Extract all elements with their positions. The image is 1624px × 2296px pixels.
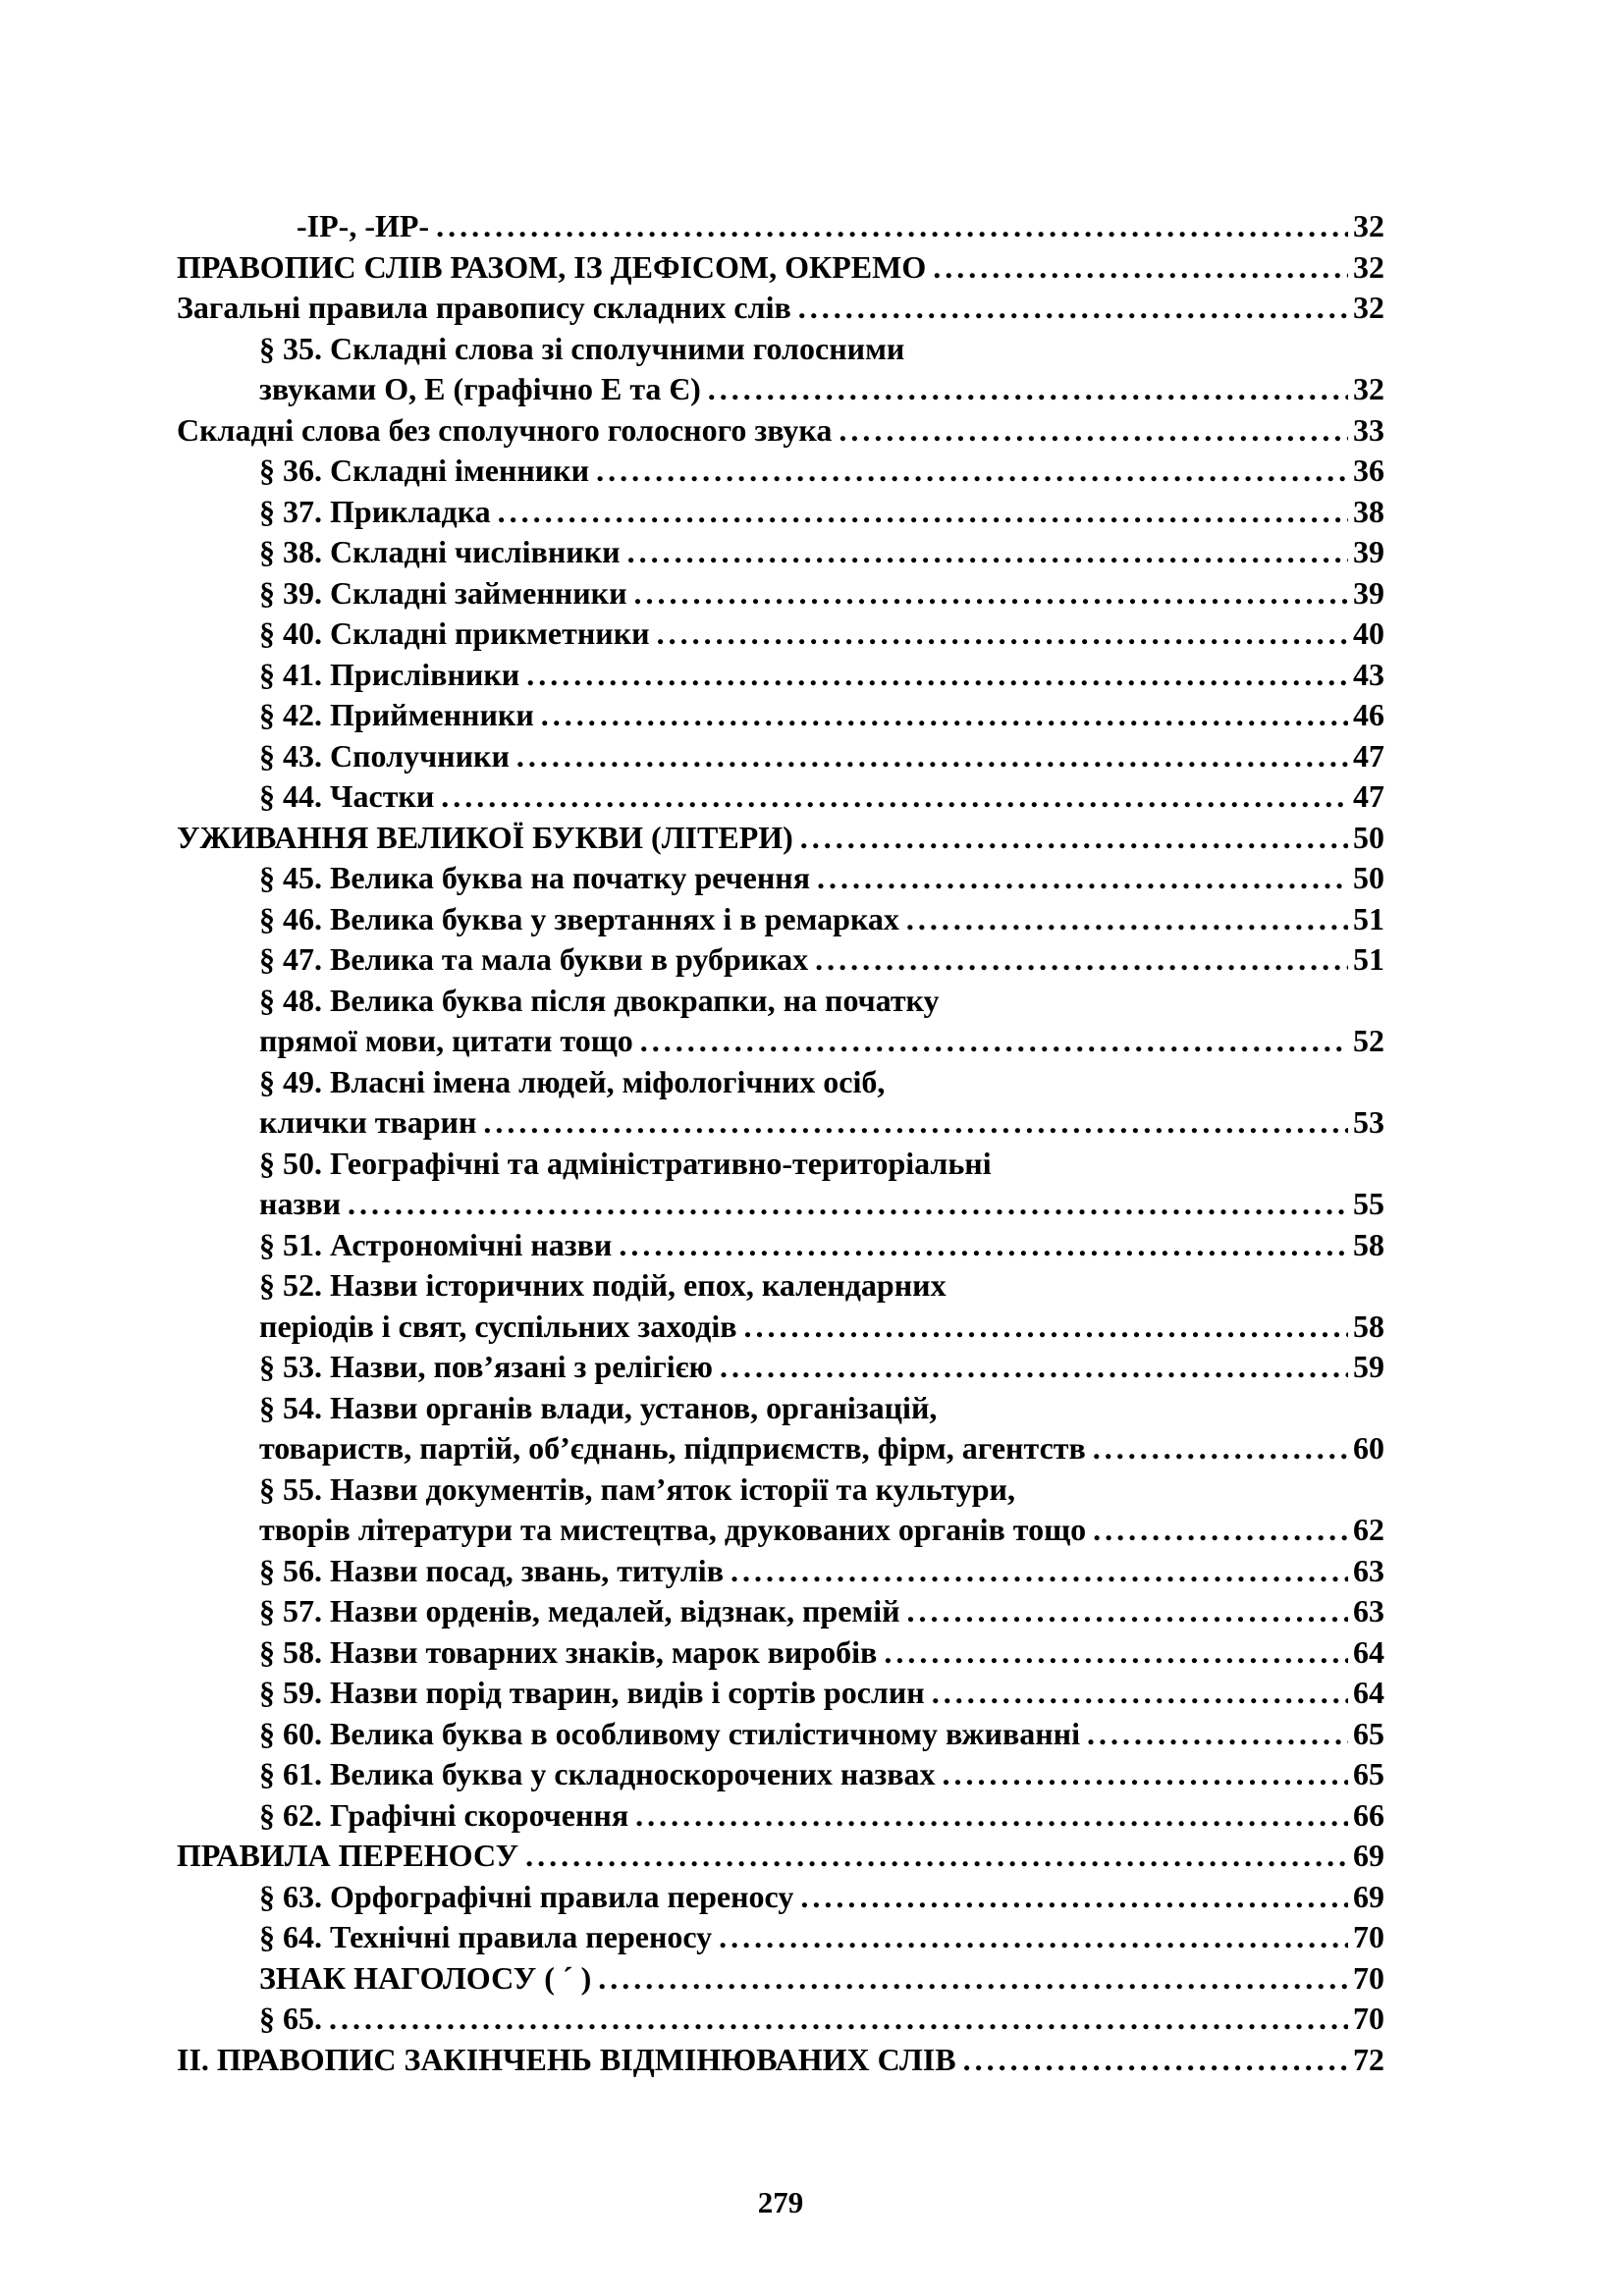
toc-entry-page: 59 [1353,1349,1384,1384]
toc-entry [177,818,1384,859]
toc-entry-text: § 49. Власні імена людей, міфологічних осіб, [259,1063,886,1099]
toc-entry-page: 70 [1353,1919,1384,1954]
toc-entry-page: 70 [1353,1959,1384,1996]
toc-entry [177,1062,1384,1103]
dot-leader [441,776,1348,818]
dot-leader [708,369,1348,410]
toc-entry-text: § 50. Географічні та адміністративно-територіальні [259,1145,992,1181]
toc-entry-page: 63 [1353,1593,1384,1629]
dot-leader [348,1184,1348,1225]
dot-leader [815,939,1348,981]
dot-leader [525,1836,1348,1877]
toc-entry [177,655,1384,696]
dot-leader [526,655,1348,696]
toc-entry-text: § 63. Орфографічні правила переносу [259,1878,794,1914]
toc-entry-text: § 46. Велика буква у звертаннях і в ремарках [259,900,899,936]
toc-entry-page: 32 [1353,248,1384,285]
dot-leader [657,614,1348,655]
toc-entry [177,1754,1384,1795]
toc-entry-page: 60 [1353,1430,1384,1466]
toc-entry-page: 50 [1353,860,1384,895]
toc-entry [177,776,1384,818]
toc-entry-text: § 58. Назви товарних знаків, марок виробів [259,1633,878,1670]
toc-entry [177,981,1384,1022]
toc-entry-text: -ІР-, -ИР- [297,208,430,243]
toc-entry-page: 32 [1353,371,1384,406]
toc-entry [177,1877,1384,1918]
toc-entry-page: 52 [1353,1023,1384,1058]
toc-entry-text: § 45. Велика буква на початку речення [259,860,810,895]
toc-entry [177,2040,1384,2081]
dot-leader [817,858,1348,899]
toc-entry-text: ЗНАК НАГОЛОСУ ( ´ ) [259,1959,592,1996]
toc-entry-page: 65 [1353,1756,1384,1791]
toc-entry [177,573,1384,614]
toc-entry-text: звуками О, Е (графічно Е та Є) [259,371,701,406]
toc-entry-text: УЖИВАННЯ ВЕЛИКОЇ БУКВИ (ЛІТЕРИ) [177,819,793,855]
toc-entry-page: 40 [1353,615,1384,651]
dot-leader [798,288,1348,329]
toc-entry-page: 53 [1353,1104,1384,1140]
dot-leader [498,492,1348,533]
toc-entry [177,410,1384,452]
toc-entry-text: § 56. Назви посад, звань, титулів [259,1552,724,1588]
toc-entry-text: Складні слова без сполучного голосного звука [177,411,833,448]
toc-entry [177,532,1384,573]
dot-leader [744,1307,1349,1348]
toc-entry-text: § 36. Складні іменники [259,453,590,488]
toc-entry-text: § 55. Назви документів, пам’яток історії та культури, [259,1470,1015,1507]
dot-leader [516,736,1348,777]
dot-leader [1087,1714,1348,1755]
dot-leader [932,1673,1348,1714]
toc-entry-page: 38 [1353,493,1384,529]
toc-entry-text: ПРАВИЛА ПЕРЕНОСУ [177,1838,519,1873]
toc-entry-page: 36 [1353,453,1384,488]
toc-entry [177,1958,1384,2000]
dot-leader [483,1102,1348,1144]
toc-entry-text: § 40. Складні прикметники [259,615,650,651]
footer-page-number: 279 [757,2185,804,2219]
dot-leader [800,818,1348,859]
toc-entry [177,1428,1384,1469]
toc-entry-text: ІІ. ПРАВОПИС ЗАКІНЧЕНЬ ВІДМІНЮВАНИХ СЛІВ [177,2041,956,2077]
toc-entry-text: § 62. Графічні скорочення [259,1796,629,1833]
toc-entry-page: 65 [1353,1715,1384,1751]
dot-leader [720,1347,1348,1388]
toc-entry [177,1347,1384,1388]
toc-entry-page: 33 [1353,411,1384,448]
toc-entry-text: § 52. Назви історичних подій, епох, календарних [259,1267,947,1303]
dot-leader [907,1591,1348,1632]
toc-entry [177,247,1384,289]
toc-entry-page: 39 [1353,534,1384,569]
dot-leader [943,1754,1349,1795]
toc-entry [177,1999,1384,2040]
toc-entry-page: 51 [1353,900,1384,936]
toc-entry [177,1795,1384,1837]
toc-entry [177,1388,1384,1429]
dot-leader [627,532,1348,573]
dot-leader [598,1958,1348,2000]
dot-leader [635,1795,1348,1837]
toc-entry [177,1510,1384,1551]
toc-entry-page: 43 [1353,656,1384,692]
toc-entry [177,1102,1384,1144]
toc-entry-text: ПРАВОПИС СЛІВ РАЗОМ, ІЗ ДЕФІСОМ, ОКРЕМО [177,248,927,285]
toc-entry [177,1265,1384,1307]
toc-entry-page: 69 [1353,1878,1384,1914]
toc-entry-page: 64 [1353,1675,1384,1710]
toc-entry [177,1225,1384,1266]
toc-entry-text: Загальні правила правопису складних слів [177,290,791,325]
toc-entry [177,1307,1384,1348]
toc-entry-text: творів літератури та мистецтва, друкованих органів тощо [259,1512,1087,1547]
toc-entry [177,1021,1384,1062]
toc-entry-text: періодів і свят, суспільних заходів [259,1308,737,1344]
toc-entry [177,369,1384,410]
toc-entry-page: 69 [1353,1838,1384,1873]
toc-entry-text: товариств, партій, об’єднань, підприємств, фірм, агентств [259,1430,1086,1466]
toc-entry-page: 51 [1353,941,1384,977]
dot-leader [1093,1428,1348,1469]
dot-leader [619,1225,1348,1266]
toc-entry [177,1673,1384,1714]
toc-entry [177,1714,1384,1755]
toc-entry [177,695,1384,736]
toc-entry-text: § 51. Астрономічні назви [259,1226,613,1262]
dot-leader [906,899,1348,940]
toc-entry-page: 47 [1353,737,1384,774]
toc-entry [177,858,1384,899]
toc-entry-page: 58 [1353,1308,1384,1344]
toc-entry-page: 63 [1353,1552,1384,1588]
toc-entry-page: 50 [1353,819,1384,855]
dot-leader [719,1917,1348,1958]
toc-entry-text: § 48. Велика буква після двокрапки, на початку [259,982,940,1018]
toc-entry-text: § 43. Сполучники [259,737,510,774]
dot-leader [436,206,1348,247]
toc-entry-page: 72 [1353,2041,1384,2077]
toc-entry [177,736,1384,777]
toc-entry-page: 62 [1353,1512,1384,1547]
dot-leader [933,247,1348,289]
toc-entry-text: § 61. Велика буква у складноскорочених назвах [259,1756,936,1791]
toc-entry [177,1591,1384,1632]
toc-entry-text: § 47. Велика та мала букви в рубриках [259,941,809,977]
toc-entry [177,1144,1384,1185]
toc-entry [177,1632,1384,1674]
toc-entry-text: § 53. Назви, пов’язані з релігією [259,1349,713,1384]
toc-entry-page: 46 [1353,697,1384,732]
dot-leader [731,1551,1348,1592]
toc-entry-page: 70 [1353,2001,1384,2036]
toc-entry-page: 58 [1353,1226,1384,1262]
dot-leader [634,573,1349,614]
toc-entry-text: § 64. Технічні правила переносу [259,1919,713,1954]
toc-entry-text: § 44. Частки [259,778,435,814]
toc-entry [177,206,1384,247]
toc-entry-page: 32 [1353,290,1384,325]
toc-entry [177,329,1384,370]
toc-entry [177,1551,1384,1592]
toc-entry-text: § 41. Прислівники [259,656,520,692]
dot-leader [329,1999,1348,2040]
dot-leader [640,1021,1348,1062]
toc-entry-text: § 59. Назви порід тварин, видів і сортів рослин [259,1675,925,1710]
dot-leader [839,410,1348,452]
dot-leader [596,451,1348,492]
toc-entry-page: 39 [1353,574,1384,611]
dot-leader [800,1877,1348,1918]
toc-entry [177,614,1384,655]
toc-entry [177,1184,1384,1225]
dot-leader [541,695,1348,736]
toc-entry-page: 66 [1353,1796,1384,1833]
toc-entry [177,1917,1384,1958]
toc-entry [177,492,1384,533]
toc-entry-text: § 42. Прийменники [259,697,534,732]
toc-entry-text: § 38. Складні числівники [259,534,621,569]
toc-entry-text: § 37. Прикладка [259,493,491,529]
dot-leader [963,2040,1348,2081]
toc-entry-text: § 35. Складні слова зі сполучними голосними [259,330,905,366]
toc-entry-text: § 39. Складні займенники [259,574,627,611]
toc-entry [177,899,1384,940]
toc-entry-text: § 60. Велика буква в особливому стилістичному вживанні [259,1715,1080,1751]
toc-entry [177,1836,1384,1877]
toc-entry-text: § 65. [259,2001,322,2036]
toc-entry-text: § 57. Назви орденів, медалей, відзнак, премій [259,1593,900,1629]
dot-leader [1093,1510,1348,1551]
toc-entry-text: § 54. Назви органів влади, установ, організацій, [259,1389,938,1425]
toc-entry-page: 32 [1353,208,1384,243]
toc-entry [177,451,1384,492]
dot-leader [884,1632,1348,1674]
toc-entry-page: 55 [1353,1186,1384,1221]
toc-entry [177,939,1384,981]
toc-entry-page: 47 [1353,778,1384,814]
toc-entry-text: прямої мови, цитати тощо [259,1023,633,1058]
toc-entry-page: 64 [1353,1633,1384,1670]
toc-entry [177,1469,1384,1511]
toc-list [177,206,1384,2080]
toc-entry-text: клички тварин [259,1104,477,1140]
toc-entry [177,288,1384,329]
toc-entry-text: назви [259,1186,342,1221]
